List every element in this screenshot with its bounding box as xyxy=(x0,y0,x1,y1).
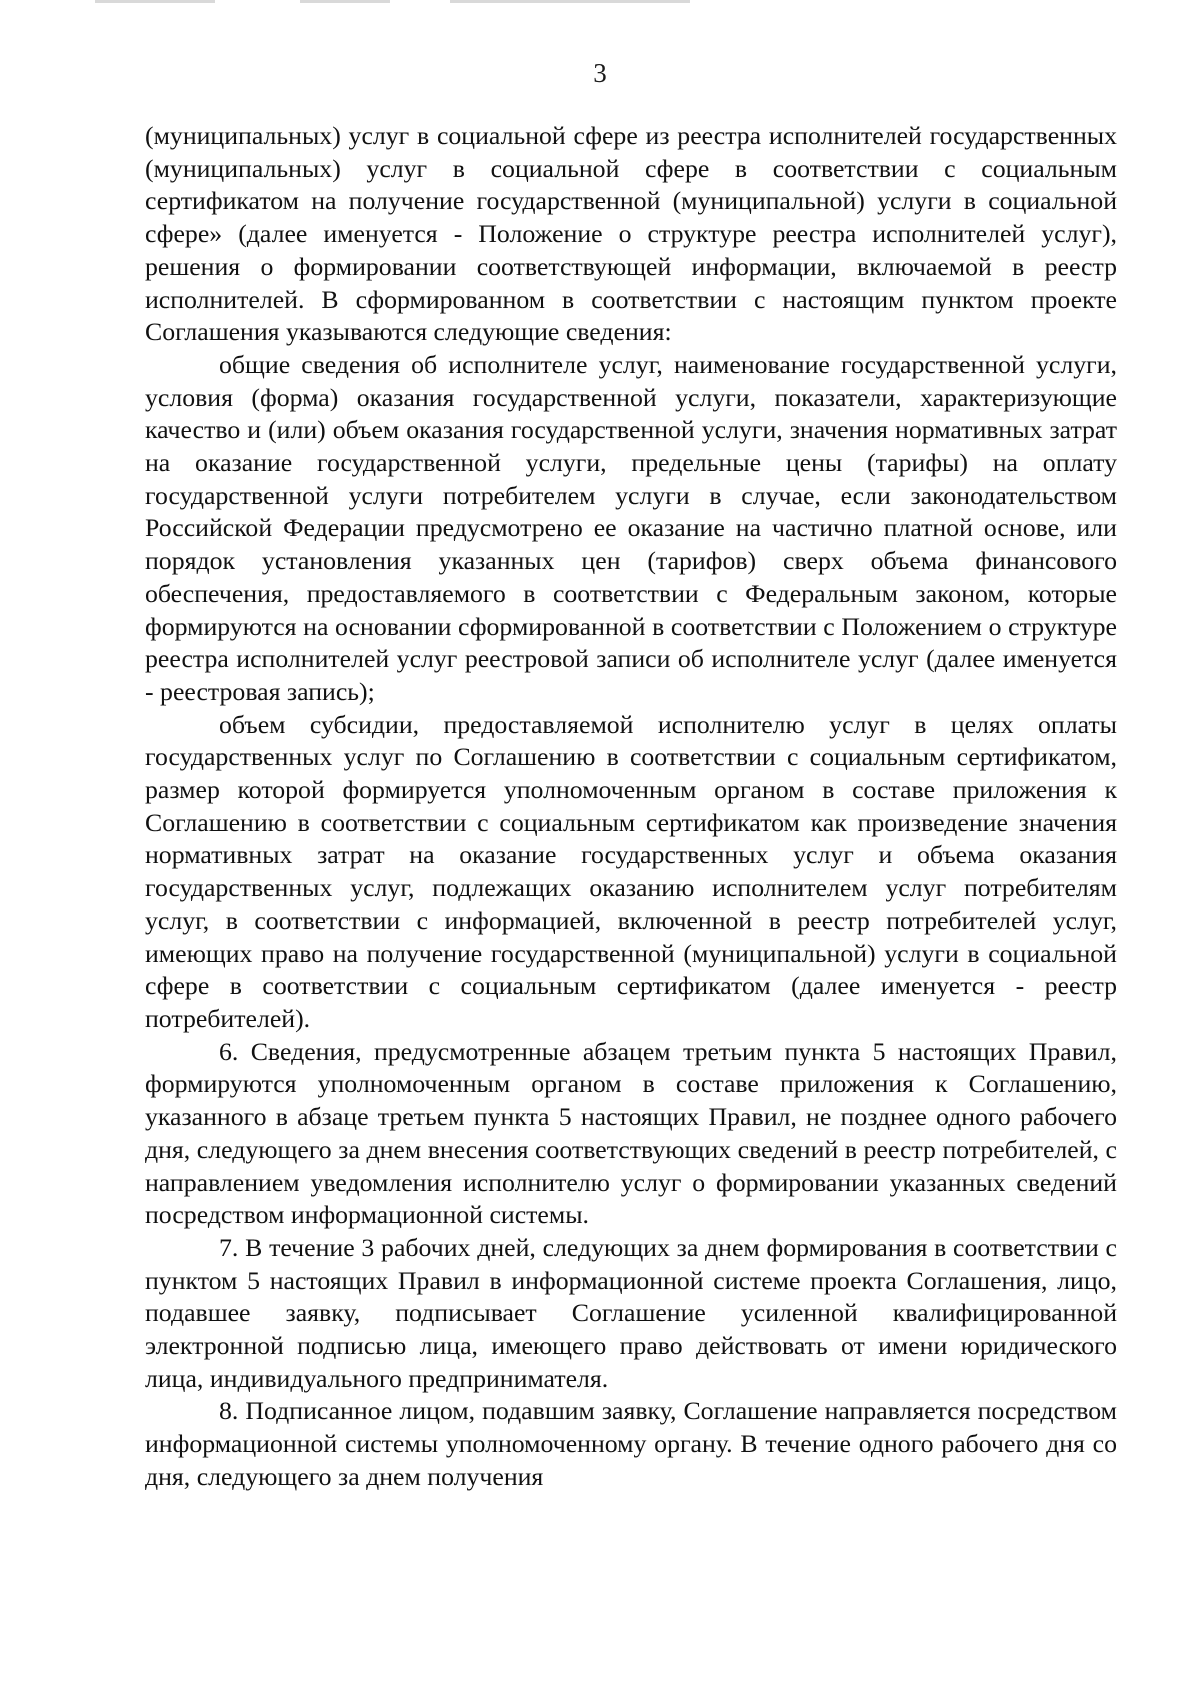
paragraph: объем субсидии, предоставляемой исполнителю услуг в целях оплаты государственных услуг по Соглашению в соответствии с социальным сертификатом, размер которой формируется уполномоченным органом в составе приложения к Соглашению в соответствии с социальным сертификатом как произведение значения нормативных затрат на оказание государственных услуг и объема оказания государственных услуг, подлежащих оказанию исполнителем услуг потребителям услуг, в соответствии с информацией, включенной в реестр потребителей услуг, имеющих право на получение государственной (муниципальной) услуги в социальной сфере в соответствии с социальным сертификатом (далее именуется - реестр потребителей). xyxy=(145,709,1117,1033)
scan-artifact xyxy=(300,0,390,3)
paragraph: 7. В течение 3 рабочих дней, следующих за днем формирования в соответствии с пунктом 5 настоящих Правил в информационной системе проекта Соглашения, лицо, подавшее заявку, подписывает Соглашение усиленной квалифицированной электронной подписью лица, имеющего право действовать от имени юридического лица, индивидуального предпринимателя. xyxy=(145,1232,1117,1393)
paragraph: (муниципальных) услуг в социальной сфере из реестра исполнителей государственных (муниципальных) услуг в социальной сфере в соответствии с социальным сертификатом на получение государственной (муниципальной) услуги в социальной сфере» (далее именуется - Положение о структуре реестра исполнителей услуг), решения о формировании соответствующей информации, включаемой в реестр исполнителей. В сформированном в соответствии с настоящим пунктом проекте Соглашения указываются следующие сведения: xyxy=(145,121,1117,347)
page-number: 3 xyxy=(593,58,607,88)
scan-artifact xyxy=(450,0,690,3)
paragraph: общие сведения об исполнителе услуг, наименование государственной услуги, условия (форма) оказания государственной услуги, показатели, характеризующие качество и (или) объем оказания государственной услуги, значения нормативных затрат на оказание государственной услуги, предельные цены (тарифы) на оплату государственной услуги потребителем услуги в случае, если законодательством Российской Федерации предусмотрено ее оказание на частично платной основе, или порядок установления указанных цен (тарифов) сверх объема финансового обеспечения, предоставляемого в соответствии с Федеральным законом, которые формируются на основании сформированной в соответствии с Положением о структуре реестра исполнителей услуг реестровой записи об исполнителе услуг (далее именуется - реестровая запись); xyxy=(145,349,1117,706)
scan-artifact xyxy=(95,0,215,3)
document-body xyxy=(145,120,1117,1494)
paragraph: 6. Сведения, предусмотренные абзацем третьим пункта 5 настоящих Правил, формируются уполномоченным органом в составе приложения к Соглашению, указанного в абзаце третьем пункта 5 настоящих Правил, не позднее одного рабочего дня, следующего за днем внесения соответствующих сведений в реестр потребителей, с направлением уведомления исполнителю услуг о формировании указанных сведений посредством информационной системы. xyxy=(145,1036,1117,1230)
paragraph: 8. Подписанное лицом, подавшим заявку, Соглашение направляется посредством информационной системы уполномоченному органу. В течение одного рабочего дня со дня, следующего за днем получения xyxy=(145,1396,1117,1491)
